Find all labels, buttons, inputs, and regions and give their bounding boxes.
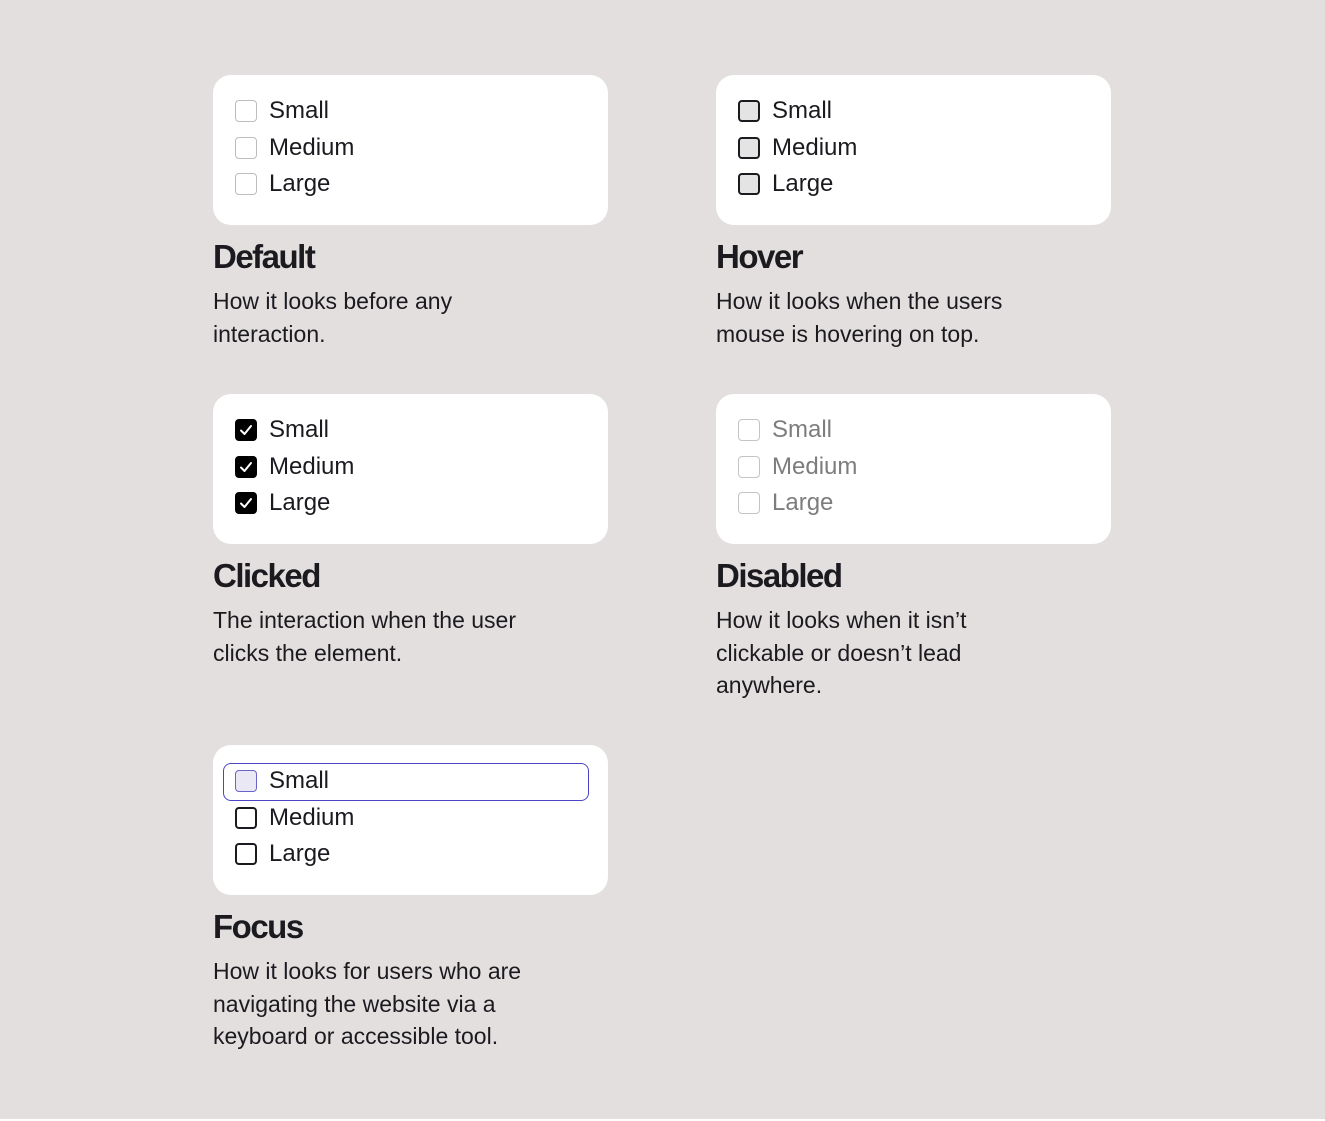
checkbox[interactable] [235,843,257,865]
checkbox-option-large[interactable] [213,485,608,522]
checkbox-option-medium[interactable] [716,130,1111,167]
checkbox-label: Large [772,170,834,198]
checkbox[interactable] [738,173,760,195]
state-block-clicked [213,394,608,669]
state-block-default [213,75,608,350]
checkbox-label: Medium [772,133,858,161]
state-description: How it looks when the users mouse is hovering on top. [716,288,1003,347]
checkbox-card-clicked [213,394,608,544]
checkbox-label: Large [269,489,331,517]
checkbox-label: Small [772,416,833,444]
checkbox-option-large[interactable] [213,166,608,203]
checkbox-option-medium[interactable] [213,800,608,837]
checkbox-label: Medium [269,452,355,480]
checkbox-label: Small [269,767,330,795]
checkbox-label: Medium [269,803,355,831]
checkbox-label: Large [772,489,834,517]
checkbox-label: Small [269,97,330,125]
checkbox-option-small[interactable] [716,93,1111,130]
checkmark-icon [239,423,253,437]
checkbox-label: Medium [269,133,355,161]
checkbox[interactable] [235,137,257,159]
checkbox-option-medium [716,449,1111,486]
state-description: The interaction when the user clicks the element. [213,607,517,666]
checkbox[interactable] [235,173,257,195]
checkbox-card-disabled [716,394,1111,544]
checkbox-card-hover [716,75,1111,225]
checkbox-label: Medium [772,452,858,480]
checkbox [738,419,760,441]
checkbox-option-medium[interactable] [213,449,608,486]
checkbox-label: Large [269,840,331,868]
checkbox-card-default [213,75,608,225]
checkbox[interactable] [235,770,257,792]
checkbox [738,492,760,514]
state-block-focus [213,745,608,1053]
checkmark-icon [239,460,253,474]
state-description: How it looks for users who are navigating the website via a keyboard or accessible tool. [213,958,522,1049]
checkbox-option-large[interactable] [716,166,1111,203]
state-title: Focus [213,908,303,945]
state-description: How it looks when it isn’t clickable or doesn’t lead anywhere. [716,607,967,698]
checkbox-card-focus [213,745,608,895]
state-title: Default [213,238,315,275]
checkbox [738,456,760,478]
checkbox[interactable] [235,100,257,122]
checkbox-option-medium[interactable] [213,130,608,167]
checkbox[interactable] [235,419,257,441]
checkbox-label: Small [772,97,833,125]
checkbox[interactable] [235,456,257,478]
checkbox-option-large [716,485,1111,522]
checkbox-option-large[interactable] [213,836,608,873]
checkbox[interactable] [235,807,257,829]
checkmark-icon [239,496,253,510]
checkbox[interactable] [235,492,257,514]
state-title: Clicked [213,557,320,594]
checkbox[interactable] [738,100,760,122]
checkbox-option-small[interactable] [213,763,608,800]
checkbox-option-small [716,412,1111,449]
checkbox-option-small[interactable] [213,93,608,130]
state-block-disabled [716,394,1111,702]
checkbox-option-small[interactable] [213,412,608,449]
state-title: Hover [716,238,803,275]
checkbox-label: Small [269,416,330,444]
checkbox-label: Large [269,170,331,198]
state-block-hover [716,75,1111,350]
checkbox[interactable] [738,137,760,159]
state-title: Disabled [716,557,842,594]
state-description: How it looks before any interaction. [213,288,453,347]
